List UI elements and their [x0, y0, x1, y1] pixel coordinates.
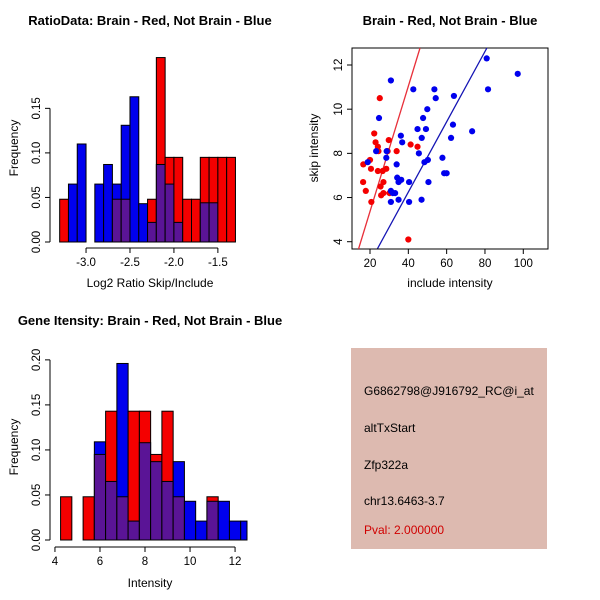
- scatter-xlabel: include intensity: [407, 276, 493, 290]
- svg-text:-1.5: -1.5: [207, 257, 228, 269]
- svg-text:8: 8: [333, 150, 345, 157]
- svg-text:12: 12: [228, 556, 242, 568]
- svg-text:6: 6: [96, 556, 104, 568]
- ratio-hist-ylabel: Frequency: [7, 119, 21, 177]
- svg-text:-2.0: -2.0: [164, 257, 184, 269]
- svg-text:20: 20: [363, 258, 377, 270]
- gene-hist-xlabel: Intensity: [127, 576, 173, 590]
- panel-gene-histogram: [0, 300, 300, 600]
- gene-info-box: [351, 348, 547, 549]
- panel-ratio-histogram: [0, 0, 300, 300]
- svg-text:12: 12: [333, 58, 345, 72]
- panel-intensity-scatter: [300, 0, 600, 300]
- scatter-title: Brain - Red, Not Brain - Blue: [362, 13, 538, 28]
- svg-text:60: 60: [440, 258, 454, 270]
- svg-text:0.15: 0.15: [31, 393, 43, 417]
- gene-hist-title: Gene Itensity: Brain - Red, Not Brain - Blue: [17, 313, 283, 328]
- svg-text:-2.5: -2.5: [120, 257, 140, 269]
- panel-gene-info: [300, 300, 600, 600]
- svg-text:4: 4: [333, 238, 345, 245]
- ratio-hist-title: RatioData: Brain - Red, Not Brain - Blue: [28, 13, 272, 28]
- gene-hist-ylabel: Frequency: [7, 418, 21, 476]
- gene-symbol-text: Zfp322a: [364, 458, 409, 472]
- svg-text:6: 6: [333, 194, 345, 201]
- svg-text:0.20: 0.20: [31, 348, 43, 372]
- svg-text:4: 4: [51, 556, 59, 568]
- event-type-text: altTxStart: [364, 421, 416, 435]
- chromosome-location-text: chr13.6463-3.7: [364, 494, 445, 508]
- ratio-hist-xlabel: Log2 Ratio Skip/Include: [86, 276, 214, 290]
- svg-text:0.10: 0.10: [31, 438, 43, 462]
- svg-text:0.00: 0.00: [31, 528, 43, 552]
- svg-text:100: 100: [513, 258, 533, 270]
- svg-text:0.10: 0.10: [31, 141, 43, 165]
- svg-text:8: 8: [141, 556, 149, 568]
- svg-text:0.05: 0.05: [31, 483, 43, 507]
- svg-text:40: 40: [401, 258, 415, 270]
- svg-text:0.15: 0.15: [31, 97, 43, 120]
- svg-text:-3.0: -3.0: [76, 257, 96, 269]
- svg-text:0.05: 0.05: [31, 186, 43, 209]
- scatter-ylabel: skip intensity: [307, 113, 321, 183]
- gene-hist-plot: [0, 300, 300, 600]
- ratio-hist-plot: [0, 0, 300, 300]
- svg-text:10: 10: [183, 556, 197, 568]
- svg-text:80: 80: [478, 258, 492, 270]
- probe-id-text: G6862798@J916792_RC@i_at: [364, 384, 534, 398]
- svg-text:0.00: 0.00: [31, 230, 43, 254]
- svg-text:10: 10: [333, 102, 345, 116]
- pval-text: Pval: 2.000000: [364, 523, 445, 537]
- scatter-plot: [300, 0, 600, 300]
